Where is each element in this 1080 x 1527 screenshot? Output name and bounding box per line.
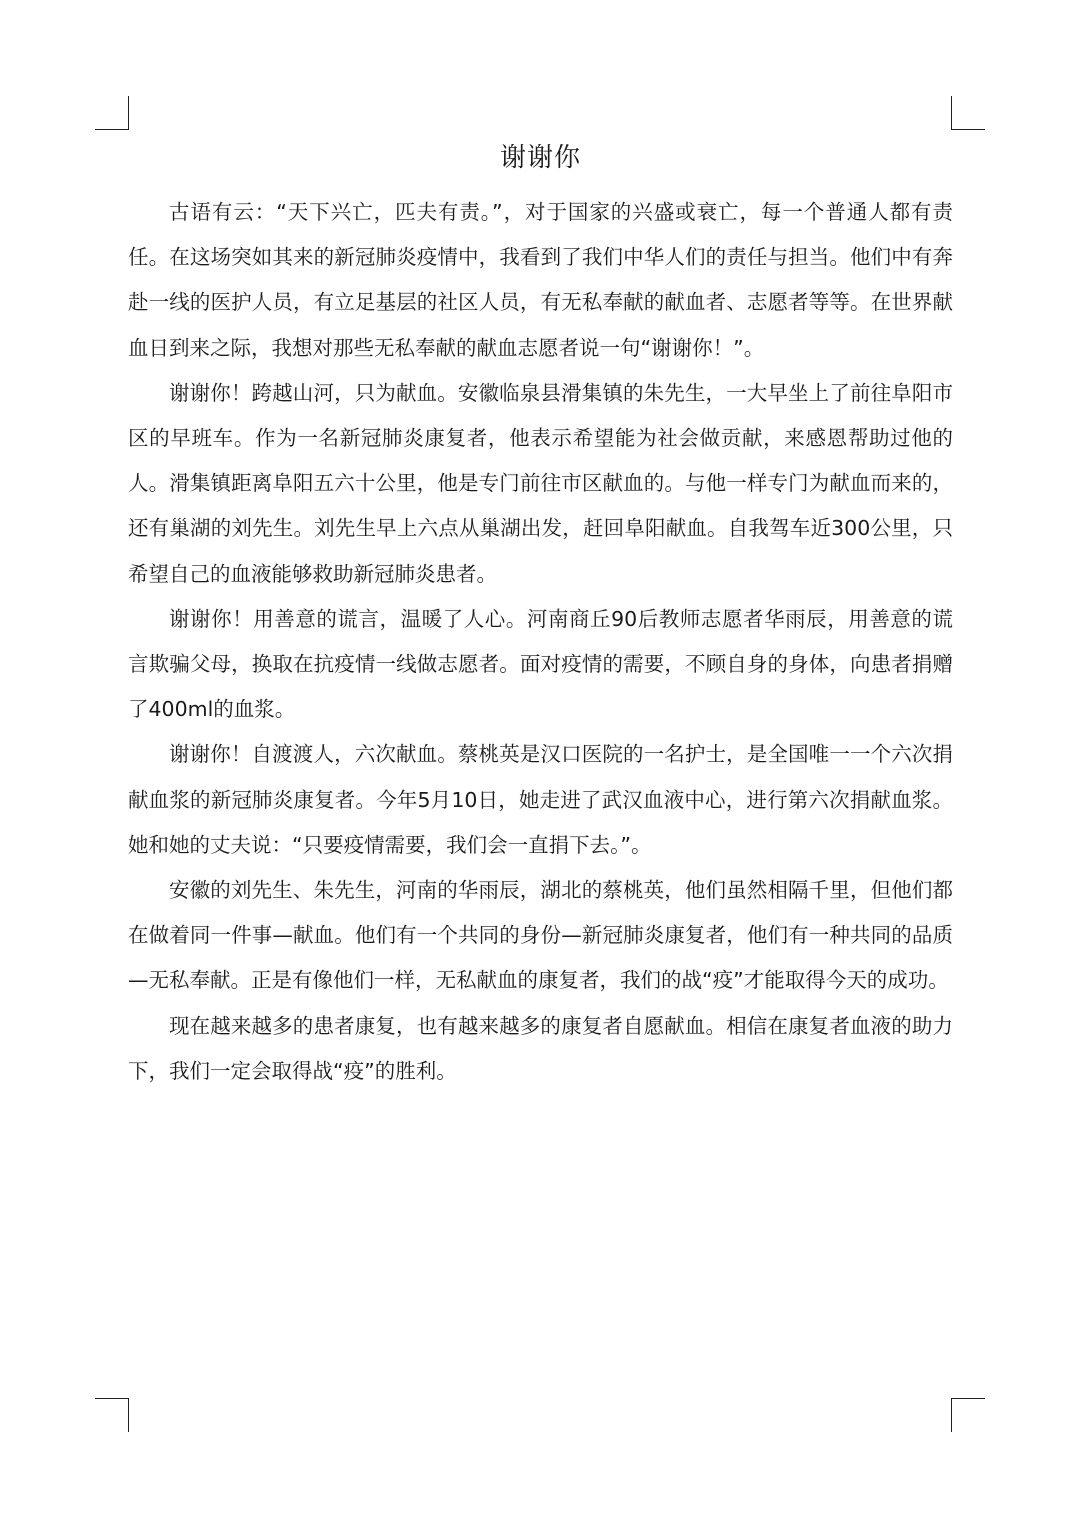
document-body [128, 140, 953, 1094]
crop-mark-top-left [95, 96, 129, 130]
paragraph-hua-yuchen: 谢谢你！用善意的谎言，温暖了人心。河南商丘90后教师志愿者华雨辰，用善意的谎言欺骗父母，换取在抗疫情一线做志愿者。面对疫情的需要，不顾自身的身体，向患者捐赠了400ml的血浆。 [128, 606, 953, 722]
crop-mark-bottom-right [951, 1398, 985, 1432]
paragraph-summary: 安徽的刘先生、朱先生，河南的华雨辰，湖北的蔡桃英，他们虽然相隔千里，但他们都在做着同一件事—献血。他们有一个共同的身份—新冠肺炎康复者，他们有一种共同的品质—无私奉献。正是有像他们一样，无私献血的康复者，我们的战“疫”才能取得今天的成功。 [128, 878, 953, 993]
crop-mark-bottom-left [95, 1398, 129, 1432]
paragraph-zhu-liu: 谢谢你！跨越山河，只为献血。安徽临泉县滑集镇的朱先生，一大早坐上了前往阜阳市区的早班车。作为一名新冠肺炎康复者，他表示希望能为社会做贡献，来感恩帮助过他的人。滑集镇距离阜阳五六十公里，他是专门前往市区献血的。与他一样专门为献血而来的，还有巢湖的刘先生。刘先生早上六点从巢湖出发，赶回阜阳献血。自我驾车近300公里，只希望自己的血液能够救助新冠肺炎患者。 [128, 380, 953, 586]
paragraph-cai-taoying: 谢谢你！自渡渡人，六次献血。蔡桃英是汉口医院的一名护士，是全国唯一一个六次捐献血浆的新冠肺炎康复者。今年5月10日，她走进了武汉血液中心，进行第六次捐献血浆。她和她的丈夫说：“只要疫情需要，我们会一直捐下去。”。 [128, 742, 953, 857]
document-title: 谢谢你 [499, 143, 581, 173]
crop-mark-top-right [951, 96, 985, 130]
paragraph-intro: 古语有云：“天下兴亡，匹夫有责。”，对于国家的兴盛或衰亡，每一个普通人都有责任。在这场突如其来的新冠肺炎疫情中，我看到了我们中华人们的责任与担当。他们中有奔赴一线的医护人员，有立足基层的社区人员，有无私奉献的献血者、志愿者等等。在世界献血日到来之际，我想对那些无私奉献的献血志愿者说一句“谢谢你！”。 [128, 200, 953, 360]
paragraph-conclusion: 现在越来越多的患者康复，也有越来越多的康复者自愿献血。相信在康复者血液的助力下，我们一定会取得战“疫”的胜利。 [128, 1013, 953, 1083]
